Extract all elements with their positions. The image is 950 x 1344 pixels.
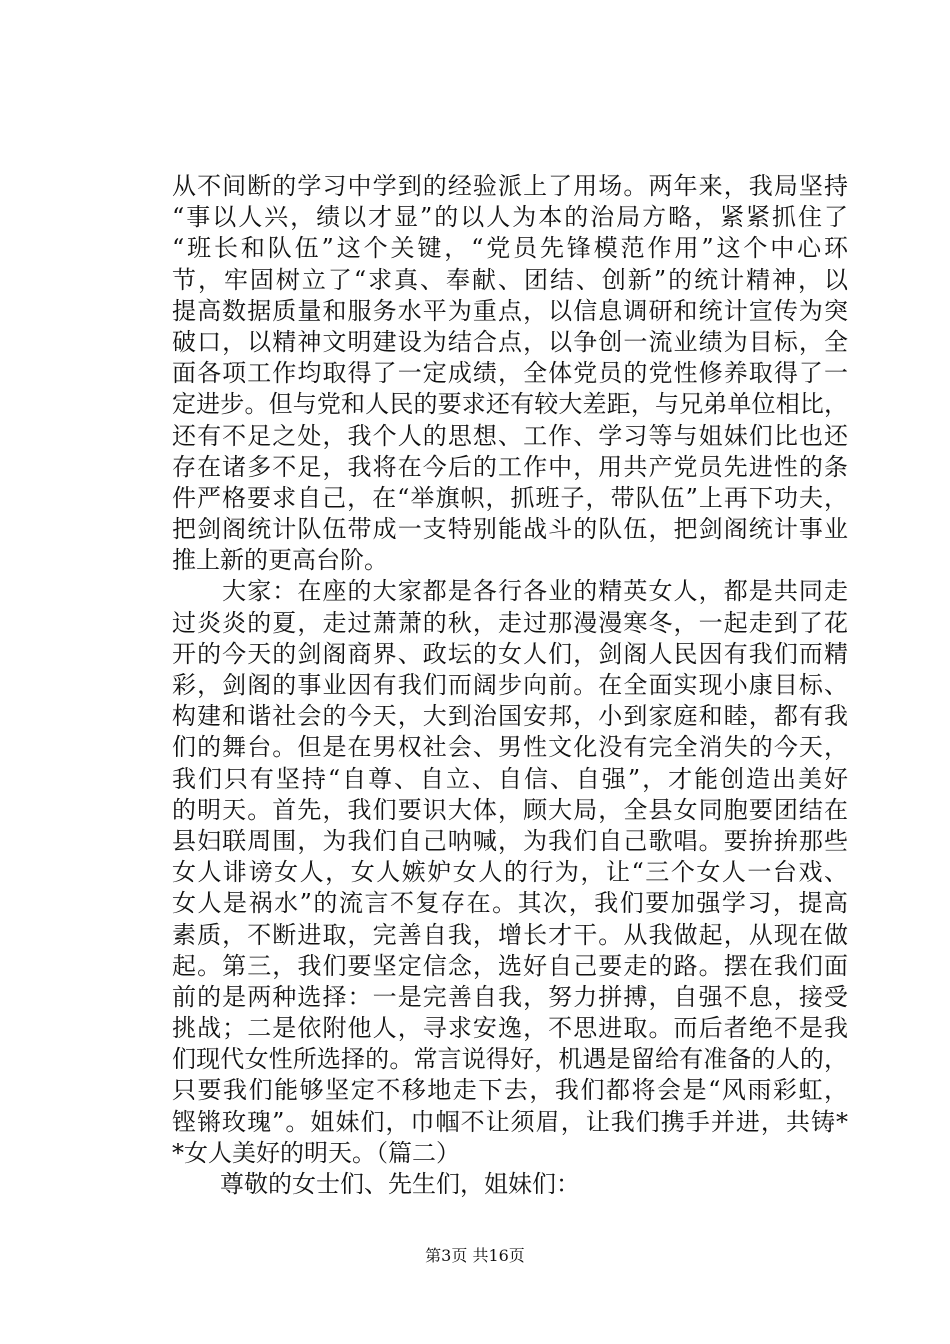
text-line: 前的是两种选择：一是完善自我，努力拼搏，自强不息，接受 xyxy=(172,982,848,1011)
page-number-footer: 第3页 共16页 xyxy=(425,1246,525,1265)
text-line: 起。第三，我们要坚定信念，选好自己要走的路。摆在我们面 xyxy=(172,951,848,980)
text-line: 县妇联周围，为我们自己呐喊，为我们自己歌唱。要拚拚那些 xyxy=(172,826,848,855)
text-line: 提高数据质量和服务水平为重点，以信息调研和统计宣传为突 xyxy=(172,296,848,325)
text-line: 把剑阁统计队伍带成一支特别能战斗的队伍，把剑阁统计事业 xyxy=(172,515,848,544)
text-line: 从不间断的学习中学到的经验派上了用场。两年来，我局坚持 xyxy=(172,172,848,200)
text-line: 女人诽谤女人，女人嫉妒女人的行为，让“三个女人一台戏、 xyxy=(172,858,848,887)
text-line: 彩，剑阁的事业因有我们而阔步向前。在全面实现小康目标、 xyxy=(172,671,848,699)
text-line: 还有不足之处，我个人的思想、工作、学习等与姐妹们比也还 xyxy=(172,421,848,450)
text-line: 开的今天的剑阁商界、政坛的女人们，剑阁人民因有我们而精 xyxy=(172,639,848,668)
text-line: 只要我们能够坚定不移地走下去，我们都将会是“风雨彩虹， xyxy=(172,1076,848,1105)
text-line: 女人是祸水”的流言不复存在。其次，我们要加强学习，提高 xyxy=(172,889,848,918)
text-line: 面各项工作均取得了一定成绩，全体党员的党性修养取得了一 xyxy=(172,359,848,388)
text-line: 的明天。首先，我们要识大体，顾大局，全县女同胞要团结在 xyxy=(172,795,848,824)
text-line: 定进步。但与党和人民的要求还有较大差距，与兄弟单位相比， xyxy=(172,390,848,419)
text-line: 破口，以精神文明建设为结合点，以争创一流业绩为目标，全 xyxy=(172,327,848,356)
text-line: 铿锵玫瑰”。姐妹们，巾帼不让须眉，让我们携手并进，共铸* xyxy=(172,1107,848,1136)
text-line: 存在诸多不足，我将在今后的工作中，用共产党员先进性的条 xyxy=(172,452,848,481)
text-line: 们的舞台。但是在男权社会、男性文化没有完全消失的今天， xyxy=(172,733,848,762)
text-line: 素质，不断进取，完善自我，增长才干。从我做起，从现在做 xyxy=(172,920,848,949)
body-text xyxy=(172,171,848,1200)
text-line: 我们只有坚持“自尊、自立、自信、自强”，才能创造出美好 xyxy=(172,764,848,793)
text-line: 大家：在座的大家都是各行各业的精英女人，都是共同走 xyxy=(172,577,848,606)
text-line: *女人美好的明天。（篇二） xyxy=(172,1138,460,1167)
text-line: 挑战；二是依附他人，寻求安逸，不思进取。而后者绝不是我 xyxy=(172,1014,848,1043)
text-line: 构建和谐社会的今天，大到治国安邦，小到家庭和睦，都有我 xyxy=(172,702,848,731)
text-line: 件严格要求自己，在“举旗帜，抓班子，带队伍”上再下功夫， xyxy=(172,483,848,512)
text-line: 尊敬的女士们、先生们，姐妹们： xyxy=(172,1170,580,1198)
text-line: 推上新的更高台阶。 xyxy=(172,546,388,575)
text-line: 节，牢固树立了“求真、奉献、团结、创新”的统计精神，以 xyxy=(172,265,848,294)
text-line: 过炎炎的夏，走过萧萧的秋，走过那漫漫寒冬，一起走到了花 xyxy=(172,608,848,637)
text-line: “事以人兴，绩以才显”的以人为本的治局方略，紧紧抓住了 xyxy=(172,203,848,232)
text-line: 们现代女性所选择的。常言说得好，机遇是留给有准备的人的， xyxy=(172,1045,848,1074)
text-line: “班长和队伍”这个关键，“党员先锋模范作用”这个中心环 xyxy=(172,234,848,263)
